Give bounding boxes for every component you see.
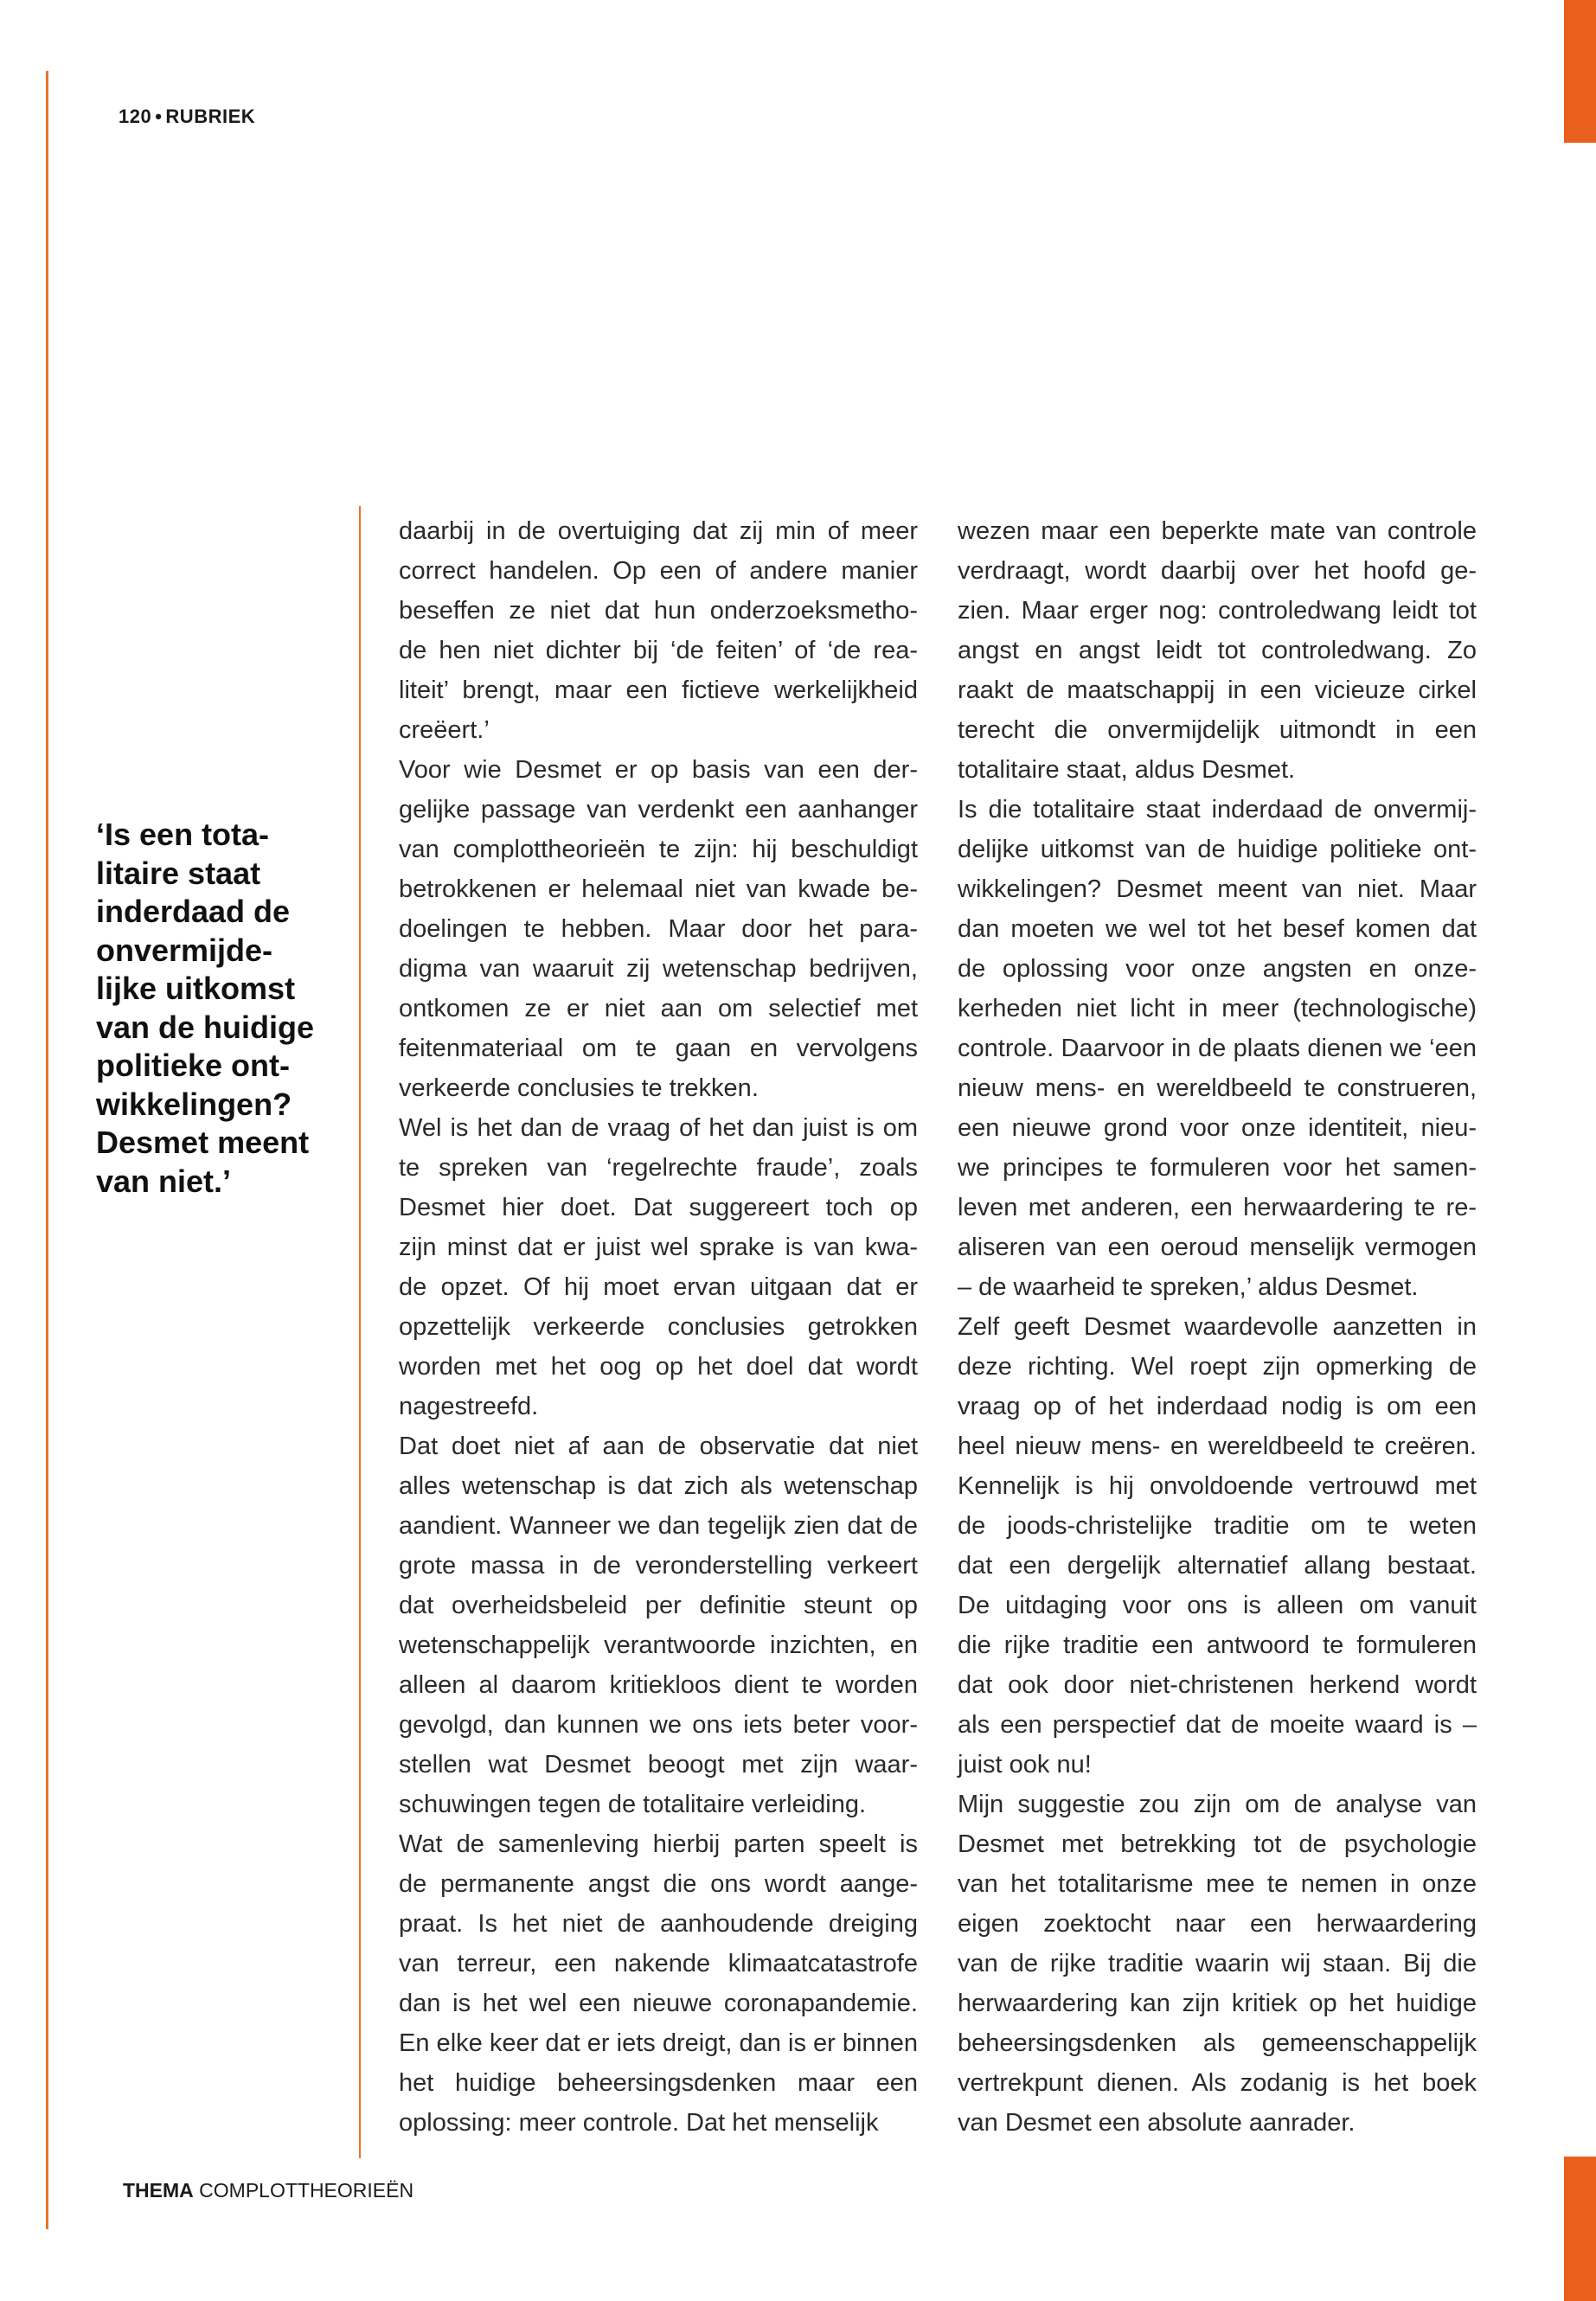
text-line: controle. Daarvoor in de plaats dienen we ‘een [958, 1035, 1477, 1062]
text-line: deze richting. Wel roept zijn opmerking de [958, 1353, 1477, 1381]
text-line: grote massa in de veronderstelling verkeert [399, 1552, 918, 1580]
text-line: Kennelijk is hij onvoldoende vertrouwd met [958, 1472, 1477, 1500]
text-line: heel nieuw mens- en wereldbeeld te creëren. [958, 1433, 1477, 1460]
text-line: Desmet hier doet. Dat suggereert toch op [399, 1194, 918, 1221]
text-line: angst en angst leidt tot controledwang. Zo [958, 637, 1477, 664]
text-line: inderdaad de [96, 894, 291, 929]
text-line: leven met anderen, een herwaardering te re- [958, 1194, 1477, 1221]
text-line: de hen niet dichter bij ‘de feiten’ of ‘de rea- [399, 637, 918, 664]
text-line: totalitaire staat, aldus Desmet. [958, 756, 1296, 784]
running-header [119, 106, 255, 128]
orange-page-tab-bottom [1564, 2157, 1596, 2301]
text-line: feitenmateriaal om te gaan en vervolgens [399, 1035, 918, 1062]
text-line: Zelf geeft Desmet waardevolle aanzetten in [958, 1313, 1477, 1341]
header-separator: • [155, 106, 163, 127]
text-line: Is die totalitaire staat inderdaad de onvermij- [958, 796, 1477, 824]
text-line: dan is het wel een nieuwe coronapandemie. [399, 1990, 918, 2017]
text-line: kerheden niet licht in meer (technologische) [958, 995, 1477, 1022]
text-line: – de waarheid te spreken,’ aldus Desmet. [958, 1273, 1419, 1301]
text-line: ‘Is een tota- [96, 817, 270, 852]
text-line: Voor wie Desmet er op basis van een der- [399, 756, 918, 784]
text-line: daarbij in de overtuiging dat zij min of meer [399, 517, 918, 545]
text-line: Dat doet niet af aan de observatie dat niet [399, 1433, 918, 1460]
text-line: te spreken van ‘regelrechte fraude’, zoals [399, 1154, 918, 1182]
text-line: vraag op of het inderdaad nodig is om een [958, 1393, 1477, 1420]
text-line: dat een dergelijk alternatief allang bestaat. [958, 1552, 1477, 1580]
text-line: van complottheorieën te zijn: hij beschuldigt [399, 836, 918, 863]
article-column-2 [958, 511, 1477, 2143]
text-line: dat ook door niet-christenen herkend wordt [958, 1671, 1477, 1699]
text-line: nieuw mens- en wereldbeeld te construeren, [958, 1074, 1477, 1102]
running-footer [123, 2179, 413, 2202]
text-line: van terreur, een nakende klimaatcatastrofe [399, 1950, 918, 1977]
left-margin-rule [46, 71, 48, 2229]
text-line: opzettelijk verkeerde conclusies getrokken [399, 1313, 918, 1341]
text-line: terecht die onvermijdelijk uitmondt in een [958, 716, 1477, 744]
text-line: verdraagt, wordt daarbij over het hoofd ge- [958, 557, 1477, 585]
text-line: vertrekpunt dienen. Als zodanig is het boek [958, 2069, 1477, 2097]
text-line: schuwingen tegen de totalitaire verleiding. [399, 1791, 867, 1818]
text-line: het huidige beheersingsdenken maar een [399, 2069, 918, 2097]
text-line: raakt de maatschappij in een vicieuze cirkel [958, 676, 1477, 704]
text-line: delijke uitkomst van de huidige politieke ont- [958, 836, 1477, 863]
text-line: wezen maar een beperkte mate van controle [958, 517, 1477, 545]
text-line: herwaardering kan zijn kritiek op het huidige [958, 1990, 1477, 2017]
text-line: dan moeten we wel tot het besef komen dat [958, 915, 1477, 943]
text-line: die rijke traditie een antwoord te formuleren [958, 1631, 1477, 1659]
text-line: van niet.’ [96, 1163, 232, 1199]
text-line: Desmet meent [96, 1125, 310, 1160]
text-line: de permanente angst die ons wordt aange- [399, 1870, 918, 1898]
text-line: eigen zoektocht naar een herwaardering [958, 1910, 1477, 1938]
text-line: Mijn suggestie zou zijn om de analyse van [958, 1791, 1477, 1818]
text-line: gevolgd, dan kunnen we ons iets beter voor- [399, 1711, 918, 1739]
text-line: wikkelingen? [96, 1086, 292, 1122]
text-line: de joods-christelijke traditie om te weten [958, 1512, 1477, 1540]
text-line: de opzet. Of hij moet ervan uitgaan dat er [399, 1273, 918, 1301]
text-line: van Desmet een absolute aanrader. [958, 2109, 1356, 2137]
text-line: En elke keer dat er iets dreigt, dan is er binnen [399, 2029, 918, 2057]
text-line: worden met het oog op het doel dat wordt [399, 1353, 918, 1381]
text-line: zien. Maar erger nog: controledwang leidt tot [958, 597, 1477, 625]
text-line: dat overheidsbeleid per definitie steunt op [399, 1592, 918, 1619]
text-line: liteit’ brengt, maar een fictieve werkelijkheid [399, 676, 918, 704]
text-line: creëert.’ [399, 716, 490, 744]
text-line: doelingen te hebben. Maar door het para- [399, 915, 918, 943]
column-divider-rule [359, 506, 361, 2158]
text-line: aandient. Wanneer we dan tegelijk zien dat de [399, 1512, 918, 1540]
text-line: Desmet met betrekking tot de psychologie [958, 1830, 1477, 1858]
text-line: als een perspectief dat de moeite waard is – [958, 1711, 1477, 1739]
article-column-1 [399, 511, 918, 2143]
text-line: digma van waaruit zij wetenschap bedrijven, [399, 955, 918, 983]
text-line: alleen al daarom kritiekloos dient te worden [399, 1671, 918, 1699]
text-line: lijke uitkomst [96, 971, 296, 1006]
text-line: betrokkenen er helemaal niet van kwade be- [399, 875, 918, 903]
text-line: verkeerde conclusies te trekken. [399, 1074, 759, 1102]
orange-page-tab-top [1564, 0, 1596, 143]
text-line: correct handelen. Op een of andere manier [399, 557, 918, 585]
text-line: alles wetenschap is dat zich als wetenschap [399, 1472, 918, 1500]
text-line: een nieuwe grond voor onze identiteit, nieu- [958, 1114, 1477, 1142]
footer-theme-label: THEMA [123, 2179, 194, 2202]
text-line: aliseren van een oeroud menselijk vermogen [958, 1234, 1477, 1261]
text-line: stellen wat Desmet beoogt met zijn waar- [399, 1751, 918, 1779]
text-line: onvermijde- [96, 932, 273, 968]
pull-quote [96, 816, 338, 1201]
text-line: gelijke passage van verdenkt een aanhanger [399, 796, 918, 824]
text-line: zijn minst dat er juist wel sprake is van kwa- [399, 1234, 918, 1261]
text-line: beseffen ze niet dat hun onderzoeksmetho- [399, 597, 918, 625]
text-line: van het totalitarisme mee te nemen in onze [958, 1870, 1477, 1898]
section-label: RUBRIEK [165, 106, 256, 127]
text-line: wetenschappelijk verantwoorde inzichten, en [399, 1631, 918, 1659]
text-line: de oplossing voor onze angsten en onze- [958, 955, 1477, 983]
text-line: litaire staat [96, 855, 261, 891]
text-line: van de rijke traditie waarin wij staan. Bij die [958, 1950, 1477, 1977]
text-line: Wat de samenleving hierbij parten speelt is [399, 1830, 918, 1858]
text-line: nagestreefd. [399, 1393, 539, 1420]
text-line: we principes te formuleren voor het samen- [958, 1154, 1477, 1182]
text-line: politieke ont- [96, 1048, 290, 1083]
text-line: wikkelingen? Desmet meent van niet. Maar [958, 875, 1477, 903]
text-line: ontkomen ze er niet aan om selectief met [399, 995, 918, 1022]
text-line: De uitdaging voor ons is alleen om vanuit [958, 1592, 1477, 1619]
text-line: beheersingsdenken als gemeenschappelijk [958, 2029, 1477, 2057]
page-number: 120 [119, 106, 152, 127]
footer-theme-title: COMPLOTTHEORIEËN [199, 2179, 414, 2202]
text-line: juist ook nu! [958, 1751, 1092, 1779]
text-line: oplossing: meer controle. Dat het menselijk [399, 2109, 879, 2137]
text-line: praat. Is het niet de aanhoudende dreiging [399, 1910, 918, 1938]
text-line: van de huidige [96, 1009, 315, 1045]
text-line: Wel is het dan de vraag of het dan juist is om [399, 1114, 918, 1142]
